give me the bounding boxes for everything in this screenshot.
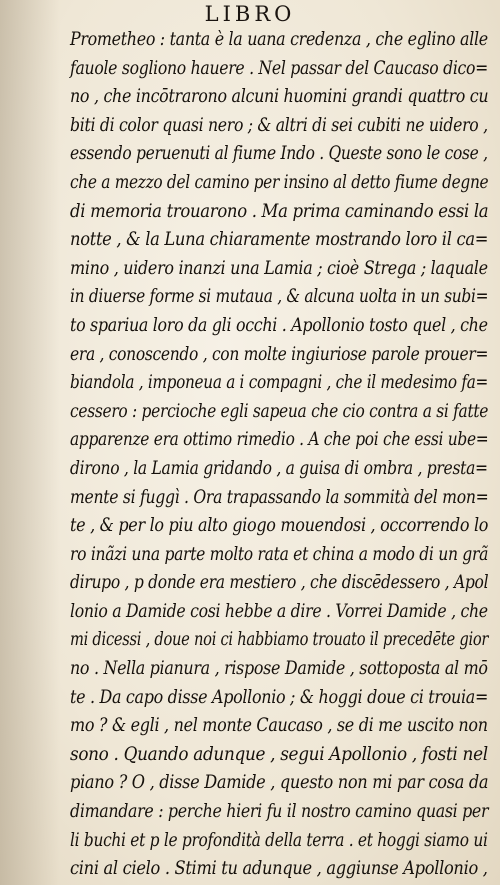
text-line: essendo peruenuti al fiume Indo . Queste sono le cose , — [70, 143, 488, 165]
text-line: in diuerse forme si mutaua , & alcuna uolta in un subi= — [70, 286, 489, 308]
text-line: cini al cielo . Stimi tu adunque , aggiunse Apollonio , — [70, 858, 488, 880]
text-line: te . Da capo disse Apollonio ; & hoggi doue ci trouia= — [70, 686, 488, 708]
text-line: dirupo , p donde era mestiero , che discēdessero , Apol — [70, 572, 489, 594]
body-text — [70, 26, 488, 884]
text-line: cessero : percioche egli sapeua che cio contra a si fatte — [70, 400, 489, 422]
text-line: biandola , imponeua a i compagni , che il medesimo fa= — [70, 372, 489, 394]
text-line: di memoria trouarono . Ma prima caminando essi la — [70, 200, 489, 222]
text-line: fauole sogliono hauere . Nel passar del Caucaso dico= — [70, 57, 488, 79]
running-head: LIBRO — [204, 2, 296, 26]
text-line: piano ? O , disse Damide , questo non mi par cosa da — [70, 772, 489, 794]
text-line: no , che incōtrarono alcuni huomini grandi quattro cu — [70, 86, 489, 108]
text-line: mi dicessi , doue noi ci habbiamo trouato il precedēte gior — [70, 629, 489, 651]
text-line: no . Nella pianura , rispose Damide , sottoposta al mō — [70, 658, 488, 680]
gutter-shadow — [0, 0, 60, 885]
text-line: che a mezzo del camino per insino al detto fiume degne — [70, 171, 489, 193]
text-line: notte , & la Luna chiaramente mostrando loro il ca= — [70, 229, 489, 251]
text-line: lonio a Damide cosi hebbe a dire . Vorrei Damide , che — [70, 600, 488, 622]
text-line: mente si fuggì . Ora trapassando la sommità del mon= — [70, 486, 489, 508]
text-line: li buchi et p le profondità della terra . et hoggi siamo ui — [70, 829, 488, 851]
text-line: dimandare : perche hieri fu il nostro camino quasi per — [70, 801, 489, 823]
text-line: ro inãzi una parte molto rata et china a modo di un grã — [70, 543, 489, 565]
text-line: apparenze era ottimo rimedio . A che poi che essi ube= — [70, 429, 489, 451]
text-line: te , & per lo piu alto giogo mouendosi , occorrendo lo — [70, 515, 489, 537]
text-line: sono . Quando adunque , segui Apollonio , fosti nel — [70, 743, 488, 765]
text-line: biti di color quasi nero ; & altri di sei cubiti ne uidero , — [70, 114, 488, 136]
text-line: mo ? & egli , nel monte Caucaso , se di me uscito non — [70, 715, 488, 737]
text-line: to spariua loro da gli occhi . Apollonio tosto quel , che — [70, 314, 488, 336]
text-line: Prometheo : tanta è la uana credenza , che eglino alle — [70, 29, 488, 50]
text-line: mino , uidero inanzi una Lamia ; cioè Strega ; laquale — [70, 257, 488, 279]
text-line: dirono , la Lamia gridando , a guisa di ombra , presta= — [70, 457, 488, 479]
text-line: era , conoscendo , con molte ingiuriose parole prouer= — [70, 343, 489, 365]
